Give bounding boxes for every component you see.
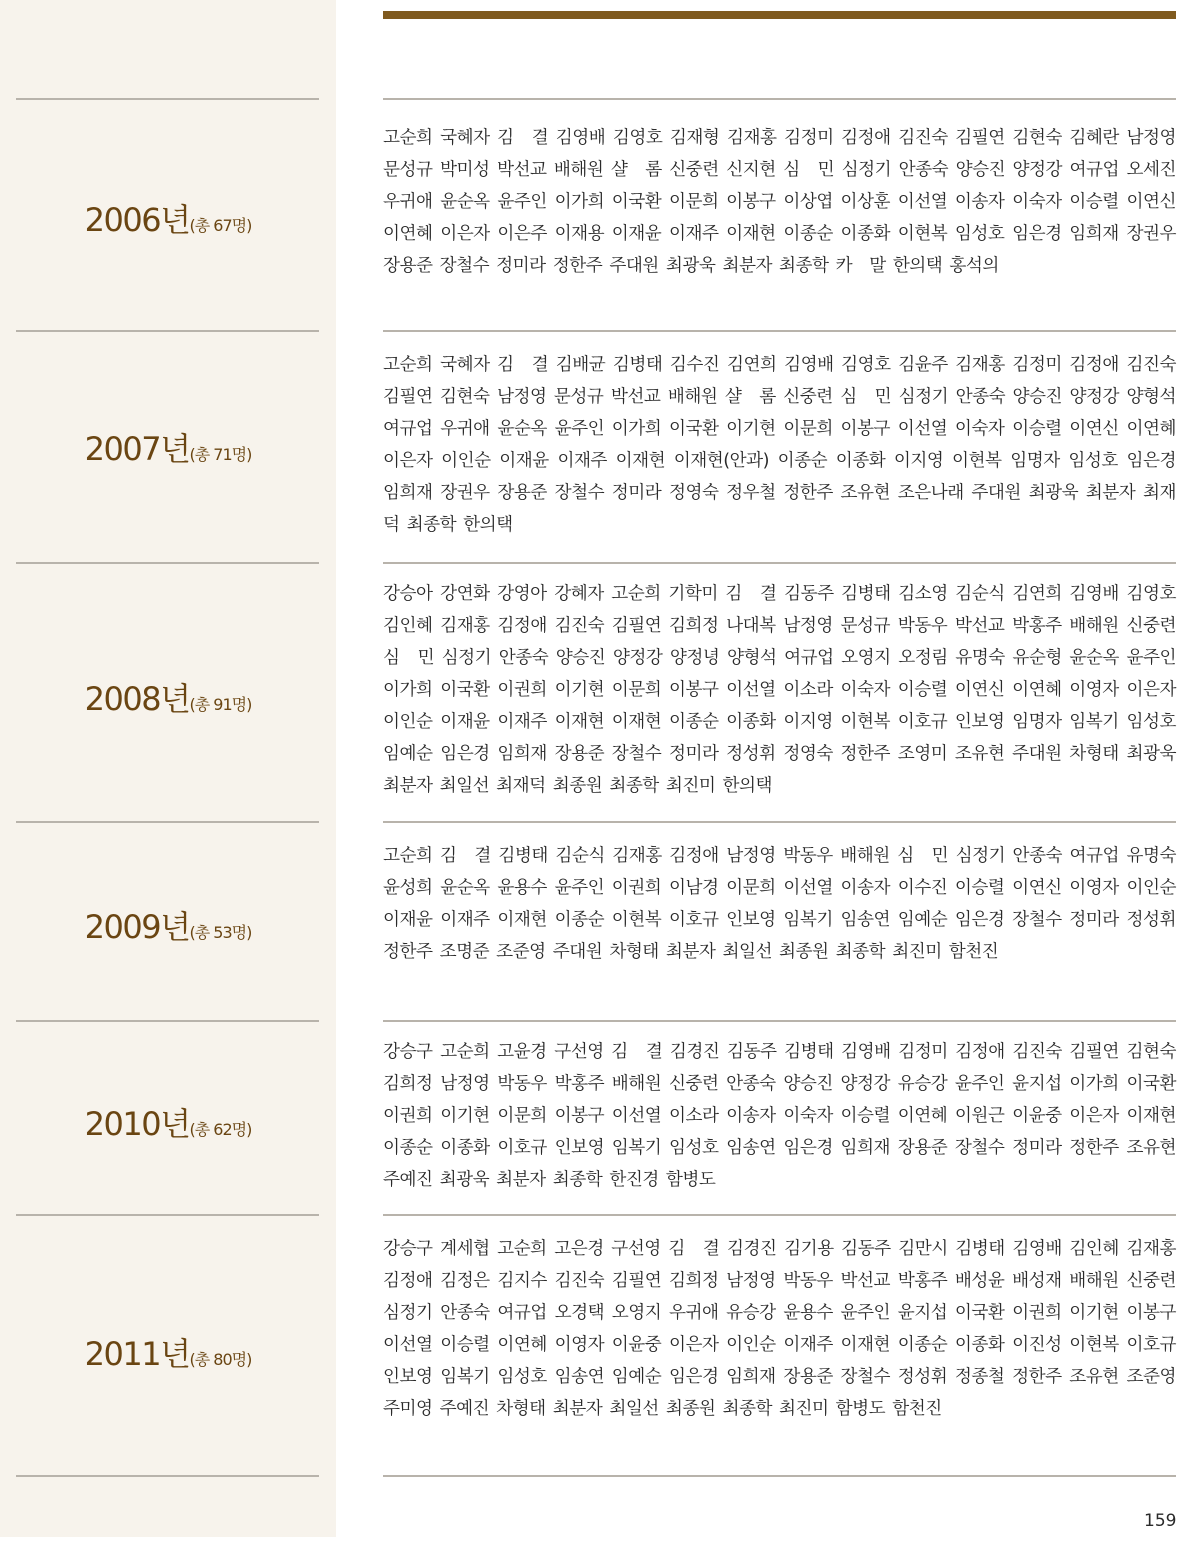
member-count: (총 80명) (189, 1350, 252, 1369)
divider (383, 1214, 1176, 1216)
year-heading-2010 (0, 1099, 336, 1145)
year-heading-2008 (0, 674, 336, 720)
top-accent-bar (383, 11, 1176, 19)
year: 2007년 (84, 430, 190, 468)
divider (16, 562, 319, 564)
divider (16, 98, 319, 100)
divider (383, 821, 1176, 823)
names-list-2007: 고순희 국혜자 김 결 김배균 김병태 김수진 김연희 김영배 김영호 김윤주 김재홍 김정미 김정애 김진숙 김필연 김현숙 남정영 문성규 박선교 배해원 샬 롬 신중련 심 민 심정기 안종숙 양승진 양정강 양형석 여규업 우귀애 윤순옥 윤주인 이가희 이국환 이기현 이문희 이봉구 이선열 이숙자 이승렬 이연신 이연혜 이은자 이인순 이재윤 이재주 이재현 이재현(안과) 이종순 이종화 이지영 이현복 임명자 임성호 임은경 임희재 장권우 장용준 장철수 정미라 정영숙 정우철 정한주 조유현 조은나래 주대원 최광욱 최분자 최재덕 최종학 한의택 (383, 355, 1176, 535)
divider (383, 1475, 1176, 1477)
names-list-2009: 고순희 김 결 김병태 김순식 김재홍 김정애 남정영 박동우 배해원 심 민 심정기 안종숙 여규업 유명숙 윤성희 윤순옥 윤용수 윤주인 이권희 이남경 이문희 이선열 이송자 이수진 이승렬 이연신 이영자 이인순 이재윤 이재주 이재현 이종순 이현복 이호규 인보영 임복기 임송연 임예순 임은경 장철수 정미라 정성휘 정한주 조명준 조준영 주대원 차형태 최분자 최일선 최종원 최종학 최진미 함천진 (383, 846, 1176, 962)
member-count: (총 53명) (189, 923, 252, 942)
year: 2010년 (84, 1105, 190, 1143)
divider (16, 1020, 319, 1022)
member-count: (총 71명) (189, 445, 252, 464)
names-list-2011: 강승구 계세협 고순희 고은경 구선영 김 결 김경진 김기용 김동주 김만시 김병태 김영배 김인혜 김재홍 김정애 김정은 김지수 김진숙 김필연 김희정 남정영 박동우 박선교 박홍주 배성윤 배성재 배해원 신중련 심정기 안종숙 여규업 오경택 오영지 우귀애 유승강 윤용수 윤주인 윤지섭 이국환 이권희 이기현 이봉구 이선열 이승렬 이연혜 이영자 이윤중 이은자 이인순 이재주 이재현 이종순 이종화 이진성 이현복 이호규 인보영 임복기 임성호 임송연 임예순 임은경 임희재 장용준 장철수 정성휘 정종철 정한주 조유현 조준영 주미영 주예진 차형태 최분자 최일선 최종원 최종학 최진미 함병도 함천진 (383, 1239, 1176, 1419)
year: 2011년 (84, 1335, 190, 1373)
member-count: (총 67명) (189, 216, 252, 235)
divider (383, 98, 1176, 100)
member-count: (총 91명) (189, 695, 252, 714)
year-heading-2006 (0, 195, 336, 241)
divider (16, 330, 319, 332)
names-list-2008: 강승아 강연화 강영아 강혜자 고순희 기학미 김 결 김동주 김병태 김소영 김순식 김연희 김영배 김영호 김인혜 김재홍 김정애 김진숙 김필연 김희정 나대복 남정영 문성규 박동우 박선교 박홍주 배해원 신중련 심 민 심정기 안종숙 양승진 양정강 양정녕 양형석 여규업 오영지 오정림 유명숙 유순형 윤순옥 윤주인 이가희 이국환 이권희 이기현 이문희 이봉구 이선열 이소라 이숙자 이승렬 이연신 이연혜 이영자 이은자 이인순 이재윤 이재주 이재현 이재현 이종순 이종화 이지영 이현복 이호규 인보영 임명자 임복기 임성호 임예순 임은경 임희재 장용준 장철수 정미라 정성휘 정영숙 정한주 조영미 조유현 주대원 차형태 최광욱 최분자 최일선 최재덕 최종원 최종학 최진미 한의택 (383, 584, 1176, 796)
names-list-2006: 고순희 국혜자 김 결 김영배 김영호 김재형 김재홍 김정미 김정애 김진숙 김필연 김현숙 김혜란 남정영 문성규 박미성 박선교 배해원 샬 롬 신중련 신지현 심 민 심정기 안종숙 양승진 양정강 여규업 오세진 우귀애 윤순옥 윤주인 이가희 이국환 이문희 이봉구 이상엽 이상훈 이선열 이송자 이숙자 이승렬 이연신 이연혜 이은자 이은주 이재용 이재윤 이재주 이재현 이종순 이종화 이현복 임성호 임은경 임희재 장권우 장용준 장철수 정미라 정한주 주대원 최광욱 최분자 최종학 카 말 한의택 홍석의 (383, 128, 1176, 276)
divider (16, 1475, 319, 1477)
divider (16, 821, 319, 823)
year: 2008년 (84, 680, 190, 718)
divider (383, 1020, 1176, 1022)
year-heading-2007 (0, 424, 336, 470)
year-heading-2011 (0, 1329, 336, 1375)
member-count: (총 62명) (189, 1120, 252, 1139)
divider (383, 562, 1176, 564)
divider (16, 1214, 319, 1216)
year: 2009년 (84, 908, 190, 946)
page-number: 159 (1144, 1511, 1177, 1531)
divider (383, 330, 1176, 332)
year-heading-2009 (0, 902, 336, 948)
names-list-2010: 강승구 고순희 고윤경 구선영 김 결 김경진 김동주 김병태 김영배 김정미 김정애 김진숙 김필연 김현숙 김희정 남정영 박동우 박홍주 배해원 신중련 안종숙 양승진 양정강 유승강 윤주인 윤지섭 이가희 이국환 이권희 이기현 이문희 이봉구 이선열 이소라 이송자 이숙자 이승렬 이연혜 이원근 이윤중 이은자 이재현 이종순 이종화 이호규 인보영 임복기 임성호 임송연 임은경 임희재 장용준 장철수 정미라 정한주 조유현 주예진 최광욱 최분자 최종학 한진경 함병도 (383, 1042, 1176, 1190)
year: 2006년 (84, 201, 190, 239)
